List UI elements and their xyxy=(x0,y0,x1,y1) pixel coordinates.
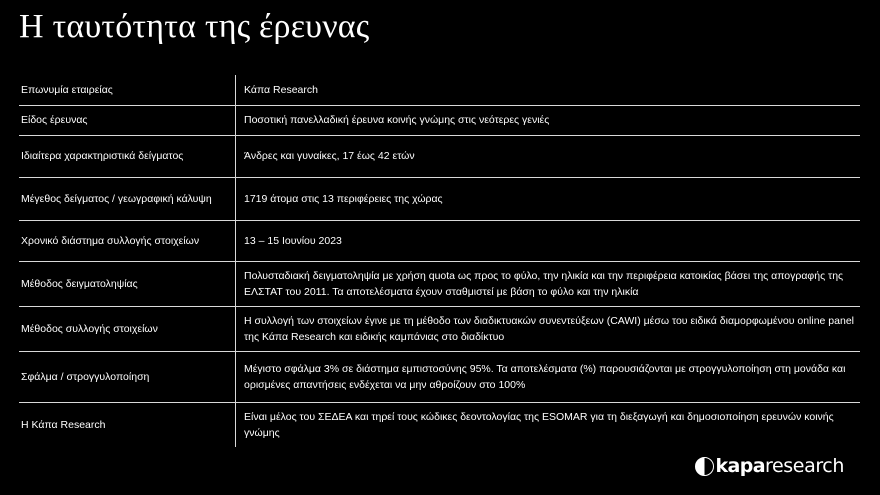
row-value: 1719 άτομα στις 13 περιφέρειες της χώρας xyxy=(236,177,861,220)
row-value: Μέγιστο σφάλμα 3% σε διάστημα εμπιστοσύνης 95%. Τα αποτελέσματα (%) παρουσιάζονται με στρογγυλοποίηση στη μονάδα και ορισμένες απαντήσεις ενδέχεται να μην αθροίζουν στο 100% xyxy=(236,351,861,402)
table-row xyxy=(19,402,860,447)
row-value: Κάπα Research xyxy=(236,75,861,105)
row-label: Επωνυμία εταιρείας xyxy=(21,83,113,96)
row-label: Σφάλμα / στρογγυλοποίηση xyxy=(21,370,150,383)
table-row xyxy=(19,351,860,402)
row-value: Πολυσταδιακή δειγματοληψία με χρήση quota ως προς το φύλο, την ηλικία και την περιφέρεια κατοικίας βάσει της απογραφής της ΕΛΣΤΑΤ του 2011. Τα αποτελέσματα έχουν σταθμιστεί με βάση το φύλο και την ηλικία xyxy=(236,261,861,306)
row-value: Η συλλογή των στοιχείων έγινε με τη μέθοδο των διαδικτυακών συνεντεύξεων (CAWI) μέσω του ειδικά διαμορφωμένου online panel της Κάπα Research και ειδικής καμπάνιας στο διαδίκτυο xyxy=(236,306,861,351)
row-value: Είναι μέλος του ΣΕΔΕΑ και τηρεί τους κώδικες δεοντολογίας της ESOMAR για τη διεξαγωγή και δημοσιοποίηση ερευνών κοινής γνώμης xyxy=(236,402,861,447)
row-value: Άνδρες και γυναίκες, 17 έως 42 ετών xyxy=(236,135,861,177)
kapa-circle-logo-icon xyxy=(695,457,714,476)
logo-text-bold: kapa xyxy=(715,455,765,477)
row-label: Μέθοδος δειγματοληψίας xyxy=(21,277,138,290)
row-label: Μέθοδος συλλογής στοιχείων xyxy=(21,322,158,335)
kapa-research-logo xyxy=(695,455,844,477)
logo-text-light: research xyxy=(765,455,844,477)
slide-title: Η ταυτότητα της έρευνας xyxy=(19,8,370,45)
row-label: Η Κάπα Research xyxy=(21,418,106,431)
row-value: 13 – 15 Ιουνίου 2023 xyxy=(236,220,861,261)
row-value: Ποσοτική πανελλαδική έρευνα κοινής γνώμης στις νεότερες γενιές xyxy=(236,105,861,135)
row-label: Είδος έρευνας xyxy=(21,114,88,126)
table-row xyxy=(19,177,860,220)
row-label: Ιδιαίτερα χαρακτηριστικά δείγματος xyxy=(21,150,184,162)
table-row xyxy=(19,75,860,105)
table-row xyxy=(19,135,860,177)
row-label: Μέγεθος δείγματος / γεωγραφική κάλυψη xyxy=(21,192,212,205)
table-row xyxy=(19,306,860,351)
table-row xyxy=(19,261,860,306)
table-row xyxy=(19,220,860,261)
survey-identity-table xyxy=(19,75,860,447)
table-row xyxy=(19,105,860,135)
row-label: Χρονικό διάστημα συλλογής στοιχείων xyxy=(21,234,200,247)
